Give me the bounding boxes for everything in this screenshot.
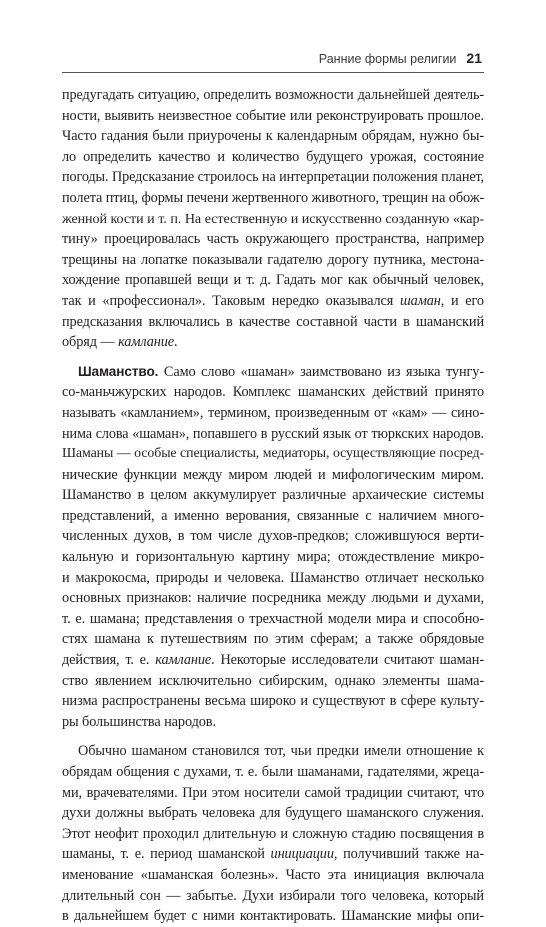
text-line: обряд — камлание. — [62, 334, 178, 351]
running-head — [319, 50, 482, 66]
text-line: трещины на лопатке показывали гадателю дорогу путника, местона- — [62, 251, 484, 268]
text-line: погоды. Предсказание строилось на интерпретации положения планет, — [62, 169, 484, 186]
text-line: Часто гадания были приурочены к календарным обрядам, нужно бы- — [62, 128, 484, 145]
text-line: нические функции между миром людей и мифологическим миром. — [62, 466, 484, 483]
text-line: тину» проецировалась часть окружающего пространства, например — [62, 231, 484, 248]
text-line: называть «камланием», термином, произведенным от «кам» — сино- — [62, 404, 484, 421]
running-title: Ранние формы религии — [318, 52, 457, 66]
text-line: так и «профессионал». Таковым нередко оказывался шаман, и его — [62, 292, 484, 309]
text-line: духи должны выбрать человека для будущего шаманского служения. — [62, 805, 484, 822]
text-line: ми, врачевателями. При этом носители самой традиции считают, что — [62, 784, 484, 801]
text-line: нима слова «шаман», попавшего в русский язык от тюркских народов. — [62, 425, 484, 442]
text-line: Шаманы — особые специалисты, медиаторы, осуществляющие посред- — [62, 446, 484, 462]
text-line: ство явлением исключительно сибирским, однако элементы шама- — [62, 672, 484, 689]
text-line: обрядам общения с духами, т. е. были шаманами, гадателями, жреца- — [62, 764, 484, 780]
text-line: ло определить качество и количество будущего урожая, состояние — [62, 148, 484, 165]
text-line: и макрокосма, природы и человека. Шаманство отличает несколько — [62, 569, 484, 586]
text-line: действия, т. е. камлание. Некоторые исследователи считают шаман- — [62, 652, 484, 669]
text-line: ры большинства народов. — [62, 713, 216, 730]
text-line: именование «шаманская болезнь». Часто эта инициация включала — [62, 866, 484, 883]
text-line: предугадать ситуацию, определить возможности дальнейшей деятель- — [62, 87, 484, 103]
text-line: низма распространены весьма широко и существуют в сфере культу- — [62, 693, 484, 710]
body-text — [62, 85, 484, 927]
text-line: женной кости и т. п. На естественную и искусственно созданную «кар- — [62, 210, 484, 227]
text-line: шаманы, т. е. период шаманской инициации, получивший также на- — [62, 846, 484, 863]
text-line: Шаманство в целом аккумулирует различные архаические системы — [62, 487, 484, 504]
text-line: предсказания включались в качестве составной части в шаманский — [62, 313, 484, 330]
text-line: кальную и горизонтальную картину мира; отождествление микро- — [62, 549, 484, 566]
text-line: численных духов, в том числе духов-предков; сложившуюся верти- — [62, 528, 484, 545]
paragraph-shamanism — [62, 362, 484, 733]
text-line: основных признаков: наличие посредника между людьми и духами, — [62, 590, 484, 607]
text-line: Обычно шаманом становился тот, чьи предки имели отношение к — [78, 743, 484, 760]
text-line: представлений, а именно верования, связанные с наличием много- — [62, 507, 484, 524]
section-term: Шаманство. — [78, 363, 159, 379]
text-line: длительный сон — забытье. Духи избирали того человека, который — [62, 887, 484, 904]
text-line: Этот неофит проходил длительную и сложную стадию посвящения в — [62, 825, 484, 842]
text-line: полета птиц, формы печени жертвенного животного, трещин на обож- — [62, 189, 485, 206]
text-line: со-маньчжурских народов. Комплекс шаманских действий принято — [62, 384, 484, 401]
paragraph-divination — [62, 85, 484, 353]
text-line: в дальнейшем будет с ними контактировать. Шаманские мифы опи- — [62, 908, 484, 925]
page-number: 21 — [466, 50, 482, 66]
text-line-with-term — [62, 362, 484, 383]
paragraph-initiation — [62, 741, 484, 926]
header-rule — [62, 72, 484, 73]
text-line: стях шамана к путешествиям по этим сферам; а также обрядовые — [62, 631, 484, 648]
text-line: хождение пропавшей вещи и т. д. Гадать мог как обычный человек, — [62, 272, 484, 289]
text-line: т. е. шамана; представления о трехчастной модели мира и способно- — [62, 610, 484, 627]
text-line: ности, выявить неизвестное событие или реконструировать прошлое. — [62, 107, 484, 124]
text-line-rest: Само слово «шаман» заимствовано из языка тунгу- — [158, 363, 484, 380]
